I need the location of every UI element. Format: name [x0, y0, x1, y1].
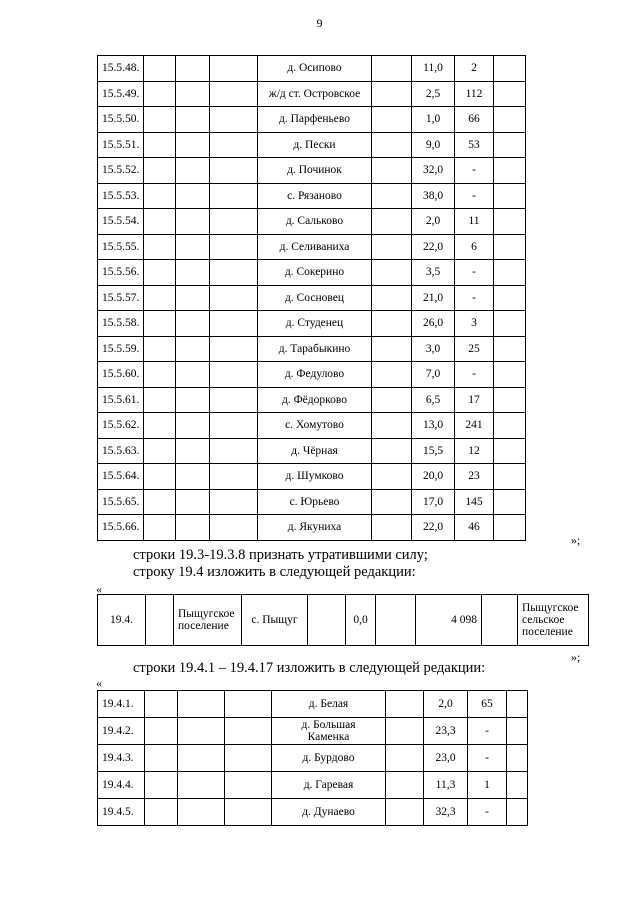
population-value: 23: [455, 464, 494, 490]
row-number: 15.5.58.: [98, 311, 144, 337]
municipality-name: Пыщугское сельское поселение: [518, 595, 589, 646]
distance-value: 22,0: [412, 234, 455, 260]
row-number: 15.5.60.: [98, 362, 144, 388]
table-row: [98, 311, 526, 337]
distance-value: 13,0: [412, 413, 455, 439]
row-number: 15.5.48.: [98, 56, 144, 82]
distance-value: 20,0: [412, 464, 455, 490]
population-value: 1: [468, 772, 507, 799]
row-number: 19.4.5.: [98, 799, 145, 826]
locality-name: д. Починок: [258, 158, 372, 184]
locality-name: с. Рязаново: [258, 183, 372, 209]
locality-name: ж/д ст. Островское: [258, 81, 372, 107]
population-value: 112: [455, 81, 494, 107]
locality-name: д. Большая Каменка: [272, 718, 386, 745]
locality-name: с. Хомутово: [258, 413, 372, 439]
open-quote-2: «: [96, 676, 102, 690]
population-value: 25: [455, 336, 494, 362]
population-value: -: [468, 718, 507, 745]
table-row: [98, 81, 526, 107]
locality-name: д. Фёдорково: [258, 387, 372, 413]
distance-value: 3,5: [412, 260, 455, 286]
distance-value: 1,0: [412, 107, 455, 133]
distance-value: 2,0: [424, 691, 468, 718]
row-number: 19.4.3.: [98, 745, 145, 772]
locality-name: д. Якуниха: [258, 515, 372, 541]
row-number: 15.5.53.: [98, 183, 144, 209]
settlements-table-19-4: [97, 690, 528, 826]
distance-value: 2,5: [412, 81, 455, 107]
table-row: [98, 745, 528, 772]
row-number: 15.5.63.: [98, 438, 144, 464]
locality-name: д. Федулово: [258, 362, 372, 388]
locality-name: д. Пески: [258, 132, 372, 158]
text-line-2: строку 19.4 изложить в следующей редакции:: [133, 564, 416, 580]
row-number: 15.5.55.: [98, 234, 144, 260]
table-row: [98, 183, 526, 209]
locality-name: д. Осипово: [258, 56, 372, 82]
locality-name: д. Чёрная: [258, 438, 372, 464]
locality-name: д. Шумково: [258, 464, 372, 490]
row-number: 15.5.49.: [98, 81, 144, 107]
settlements-table-15-5: [97, 55, 526, 541]
row-number: 15.5.52.: [98, 158, 144, 184]
population-value: 6: [455, 234, 494, 260]
population-value: -: [468, 745, 507, 772]
locality-name: д. Студенец: [258, 311, 372, 337]
distance-value: 26,0: [412, 311, 455, 337]
table-row: [98, 107, 526, 133]
locality-name: д. Гаревая: [272, 772, 386, 799]
locality-name: д. Сальково: [258, 209, 372, 235]
table-row: [98, 464, 526, 490]
table-row: [98, 413, 526, 439]
population-value: 53: [455, 132, 494, 158]
distance-value: 21,0: [412, 285, 455, 311]
population-value: -: [455, 260, 494, 286]
population-value: -: [468, 799, 507, 826]
row-number: 15.5.54.: [98, 209, 144, 235]
population-value: 65: [468, 691, 507, 718]
population-value: 17: [455, 387, 494, 413]
table-row: [98, 336, 526, 362]
text-line-3: строки 19.4.1 – 19.4.17 изложить в следующей редакции:: [133, 660, 486, 676]
population-value: 12: [455, 438, 494, 464]
open-quote-1: «: [96, 582, 102, 596]
table-row: [98, 132, 526, 158]
distance-value: 9,0: [412, 132, 455, 158]
table-row: [98, 234, 526, 260]
row-number: 15.5.50.: [98, 107, 144, 133]
table-row: [98, 799, 528, 826]
locality-name: д. Сокерино: [258, 260, 372, 286]
settlement-name: Пыщугское поселение: [174, 595, 242, 646]
table-row: [98, 595, 589, 646]
distance-value: 6,5: [412, 387, 455, 413]
distance-value: 11,0: [412, 56, 455, 82]
table-row: [98, 718, 528, 745]
distance-value: 0,0: [346, 595, 376, 646]
population-value: 46: [455, 515, 494, 541]
population-value: 66: [455, 107, 494, 133]
locality-name: с. Пыщуг: [242, 595, 308, 646]
table-row: [98, 772, 528, 799]
population-value: -: [455, 285, 494, 311]
text-line-1: строки 19.3-19.3.8 признать утратившими силу;: [133, 547, 428, 563]
locality-name: д. Сосновец: [258, 285, 372, 311]
distance-value: 32,0: [412, 158, 455, 184]
population-value: 11: [455, 209, 494, 235]
table-row: [98, 515, 526, 541]
population-value: -: [455, 183, 494, 209]
distance-value: 23,0: [424, 745, 468, 772]
population-value: 2: [455, 56, 494, 82]
table-row: [98, 285, 526, 311]
row-number: 19.4.: [98, 595, 146, 646]
locality-name: д. Тарабыкино: [258, 336, 372, 362]
locality-name: д. Селиваниха: [258, 234, 372, 260]
row-number: 19.4.1.: [98, 691, 145, 718]
distance-value: 38,0: [412, 183, 455, 209]
distance-value: 22,0: [412, 515, 455, 541]
row-number: 15.5.61.: [98, 387, 144, 413]
table-row: [98, 489, 526, 515]
settlement-row-19-4: [97, 594, 589, 646]
table-row: [98, 691, 528, 718]
row-number: 19.4.2.: [98, 718, 145, 745]
locality-name: д. Парфеньево: [258, 107, 372, 133]
distance-value: 17,0: [412, 489, 455, 515]
row-number: 15.5.64.: [98, 464, 144, 490]
close-quote-2: »;: [571, 650, 581, 664]
table-row: [98, 387, 526, 413]
row-number: 15.5.59.: [98, 336, 144, 362]
table-row: [98, 362, 526, 388]
population-value: 3: [455, 311, 494, 337]
table-row: [98, 56, 526, 82]
locality-name: с. Юрьево: [258, 489, 372, 515]
population-value: -: [455, 158, 494, 184]
distance-value: 23,3: [424, 718, 468, 745]
locality-name: д. Белая: [272, 691, 386, 718]
population-value: 4 098: [416, 595, 482, 646]
table-row: [98, 260, 526, 286]
table-row: [98, 158, 526, 184]
table-row: [98, 438, 526, 464]
distance-value: 32,3: [424, 799, 468, 826]
distance-value: 7,0: [412, 362, 455, 388]
population-value: -: [455, 362, 494, 388]
close-quote-1: »;: [571, 533, 581, 547]
row-number: 15.5.51.: [98, 132, 144, 158]
row-number: 19.4.4.: [98, 772, 145, 799]
locality-name: д. Бурдово: [272, 745, 386, 772]
row-number: 15.5.56.: [98, 260, 144, 286]
distance-value: 11,3: [424, 772, 468, 799]
page-number: 9: [316, 16, 323, 30]
distance-value: 3,0: [412, 336, 455, 362]
locality-name: д. Дунаево: [272, 799, 386, 826]
row-number: 15.5.65.: [98, 489, 144, 515]
population-value: 241: [455, 413, 494, 439]
distance-value: 15,5: [412, 438, 455, 464]
row-number: 15.5.62.: [98, 413, 144, 439]
row-number: 15.5.66.: [98, 515, 144, 541]
table-row: [98, 209, 526, 235]
distance-value: 2,0: [412, 209, 455, 235]
population-value: 145: [455, 489, 494, 515]
row-number: 15.5.57.: [98, 285, 144, 311]
